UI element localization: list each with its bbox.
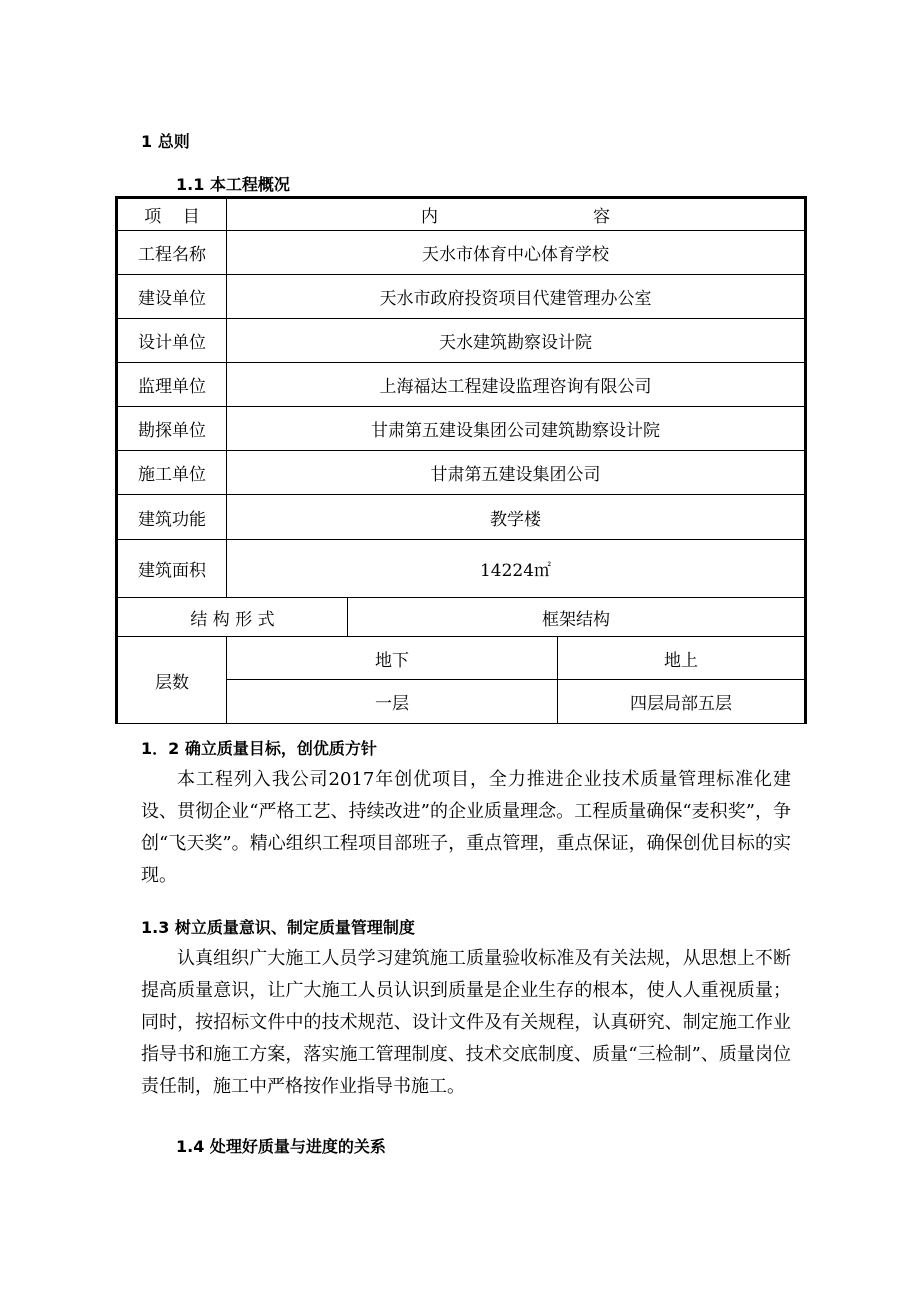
floors-row bbox=[117, 637, 806, 680]
section-1-3-body: 认真组织广大施工人员学习建筑施工质量验收标准及有关法规，从思想上不断提高质量意识，让广大施工人员认识到质量是企业生存的根本，使人人重视质量；同时，按招标文件中的技术规范、设计文件及有关规程，认真研究、制定施工作业指导书和施工方案，落实施工管理制度、技术交底制度、质量“三检制”、质量岗位责任制，施工中严格按作业指导书施工。 bbox=[141, 948, 791, 1097]
row-value: 教学楼 bbox=[227, 495, 806, 540]
aboveground-label: 地上 bbox=[558, 637, 806, 680]
row-label: 设计单位 bbox=[117, 319, 227, 363]
underground-label: 地下 bbox=[227, 637, 558, 680]
row-value: 甘肃第五建设集团公司 bbox=[227, 451, 806, 495]
row-label: 监理单位 bbox=[117, 363, 227, 407]
header-item-label: 项 目 bbox=[144, 207, 200, 227]
underground-value: 一层 bbox=[227, 680, 558, 724]
table-header-row bbox=[117, 198, 806, 231]
row-value: 14224㎡ bbox=[227, 540, 806, 598]
section-1-2-heading: 1．2 确立质量目标，创优质方针 bbox=[141, 739, 377, 758]
row-label: 勘探单位 bbox=[117, 407, 227, 451]
table-row bbox=[117, 451, 806, 495]
row-label: 建设单位 bbox=[117, 275, 227, 319]
table-row bbox=[117, 495, 806, 540]
structure-row bbox=[117, 598, 806, 637]
project-overview-table bbox=[115, 196, 807, 724]
table-row bbox=[117, 540, 806, 598]
header-item-cell bbox=[117, 198, 227, 231]
section-1-2-body: 本工程列入我公司2017年创优项目，全力推进企业技术质量管理标准化建设、贯彻企业“严格工艺、持续改进”的企业质量理念。工程质量确保“麦积奖”，争创“飞天奖”。精心组织工程项目部班子，重点管理，重点保证，确保创优目标的实现。 bbox=[141, 769, 791, 886]
table-row bbox=[117, 231, 806, 275]
table-row bbox=[117, 363, 806, 407]
row-value: 天水市体育中心体育学校 bbox=[227, 231, 806, 275]
table-row bbox=[117, 319, 806, 363]
section-1-heading: 1 总则 bbox=[141, 132, 190, 151]
table-row bbox=[117, 275, 806, 319]
structure-label: 结 构 形 式 bbox=[117, 598, 348, 637]
row-label: 建筑面积 bbox=[117, 540, 227, 598]
row-label: 工程名称 bbox=[117, 231, 227, 275]
row-value: 上海福达工程建设监理咨询有限公司 bbox=[227, 363, 806, 407]
structure-value: 框架结构 bbox=[348, 598, 806, 637]
section-1-4-heading: 1.4 处理好质量与进度的关系 bbox=[176, 1137, 386, 1156]
header-content-cell bbox=[227, 198, 806, 231]
table-row bbox=[117, 407, 806, 451]
row-value: 天水建筑勘察设计院 bbox=[227, 319, 806, 363]
header-content-label-b: 容 bbox=[593, 207, 611, 227]
header-content-label-a: 内 bbox=[421, 207, 439, 227]
section-1-3-heading: 1.3 树立质量意识、制定质量管理制度 bbox=[141, 918, 415, 937]
floors-label: 层数 bbox=[117, 637, 227, 724]
row-label: 施工单位 bbox=[117, 451, 227, 495]
row-value: 甘肃第五建设集团公司建筑勘察设计院 bbox=[227, 407, 806, 451]
row-value: 天水市政府投资项目代建管理办公室 bbox=[227, 275, 806, 319]
section-1-1-heading: 1.1 本工程概况 bbox=[176, 175, 290, 194]
aboveground-value: 四层局部五层 bbox=[558, 680, 806, 724]
row-label: 建筑功能 bbox=[117, 495, 227, 540]
